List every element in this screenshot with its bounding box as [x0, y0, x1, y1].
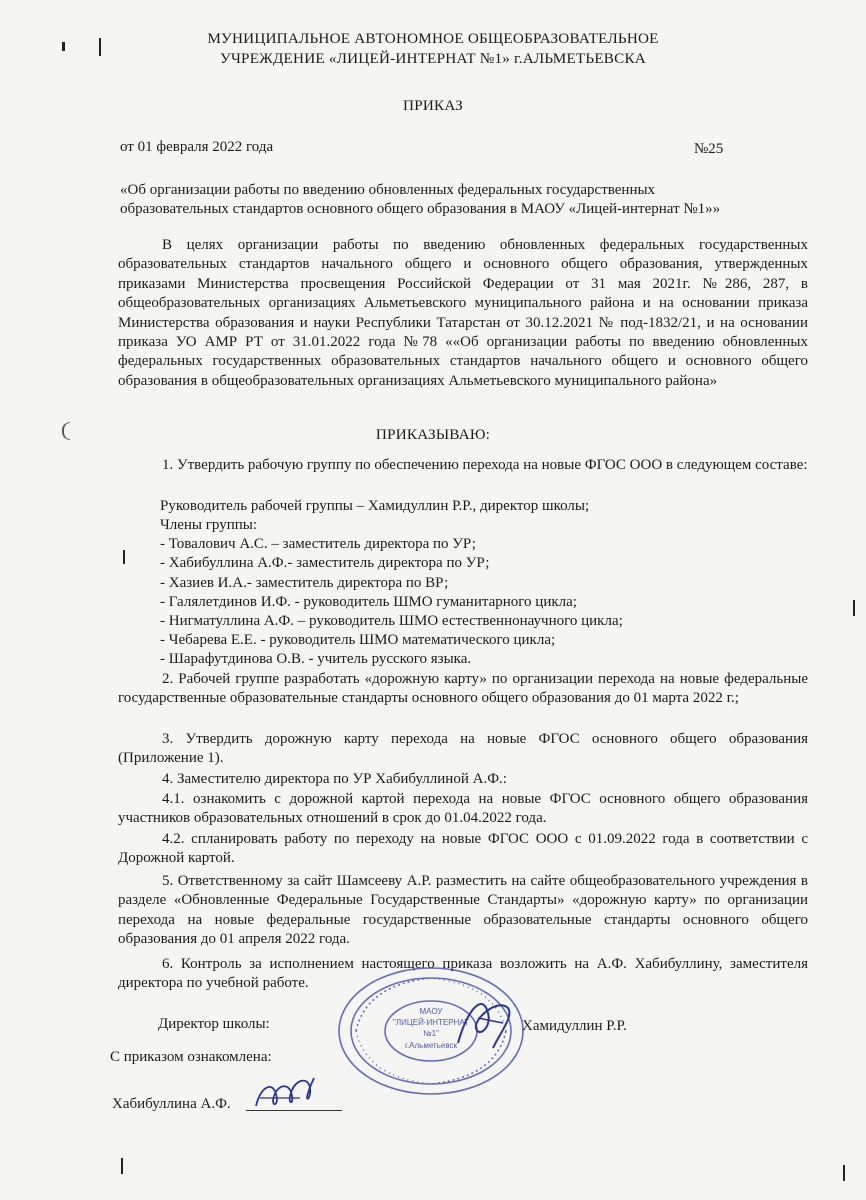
order-item-5: 5. Ответственному за сайт Шамсееву А.Р. разместить на сайте общеобразовательного учреждения в разделе «Обновленные Федеральные Государственные Стандарты» «дорожную карту» по организации перехода на новые федеральные государственные образовательные стандарты основного общего образования до 01 апреля 2022 года.: [118, 873, 808, 948]
doc-number: №25: [694, 141, 724, 157]
org-name-line1: МУНИЦИПАЛЬНОЕ АВТОНОМНОЕ ОБЩЕОБРАЗОВАТЕЛЬНОЕ: [207, 30, 659, 47]
order-item-4-2: 4.2. спланировать работу по переходу на новые ФГОС ООО с 01.09.2022 года в соответствии с Дорожной картой.: [118, 831, 808, 867]
group-member: - Нигматуллина А.Ф. – руководитель ШМО естественнонаучного цикла;: [160, 613, 623, 629]
group-member: - Галялетдинов И.Ф. - руководитель ШМО гуманитарного цикла;: [160, 594, 577, 610]
doc-subject-line1: «Об организации работы по введению обновленных федеральных государственных: [120, 182, 656, 198]
order-item-4-1: 4.1. ознакомить с дорожной картой перехода на новые ФГОС основного общего образования участников образовательных отношений в срок до 01.04.2022 года.: [118, 791, 808, 827]
doc-date: от 01 февраля 2022 года: [120, 139, 274, 155]
order-item-4: 4. Заместителю директора по УР Хабибуллиной А.Ф.:: [162, 771, 507, 787]
stamp-line2: "ЛИЦЕЙ-ИНТЕРНАТ: [393, 1018, 469, 1027]
doc-subject-line2: образовательных стандартов основного общего образования в МАОУ «Лицей-интернат №1»»: [120, 201, 721, 217]
scan-mark: [123, 550, 125, 564]
group-leader: Руководитель рабочей группы – Хамидуллин Р.Р., директор школы;: [160, 498, 590, 514]
acquainted-label: С приказом ознакомлена:: [110, 1049, 272, 1065]
scan-mark: [121, 1158, 123, 1174]
group-member: - Хазиев И.А.- заместитель директора по ВР;: [160, 575, 449, 591]
order-heading: ПРИКАЗЫВАЮ:: [375, 426, 491, 443]
order-item-1: 1. Утвердить рабочую группу по обеспечению перехода на новые ФГОС ООО в следующем составе:: [162, 457, 808, 473]
director-signature: [448, 988, 518, 1058]
scan-mark: [853, 600, 855, 616]
stamp-line4: г.Альметьевск: [405, 1041, 457, 1050]
group-members-label: Члены группы:: [160, 517, 258, 533]
signature-position: Директор школы:: [158, 1016, 270, 1032]
org-name-line2: УЧРЕЖДЕНИЕ «ЛИЦЕЙ-ИНТЕРНАТ №1» г.АЛЬМЕТЬЕВСКА: [220, 50, 646, 67]
acquainted-name: Хабибуллина А.Ф.: [112, 1096, 231, 1112]
group-member: - Товалович А.С. – заместитель директора по УР;: [160, 536, 476, 552]
order-item-6: 6. Контроль за исполнением настоящего приказа возложить на А.Ф. Хабибуллину, заместителя директора по учебной работе.: [118, 956, 808, 992]
acquainted-signature: [250, 1068, 330, 1118]
signature-name: Хамидуллин Р.Р.: [522, 1018, 627, 1034]
stamp-line3: №1": [423, 1029, 439, 1038]
stamp-line1: МАОУ: [419, 1007, 443, 1016]
doc-type-title: ПРИКАЗ: [403, 97, 463, 114]
group-member: - Шарафутдинова О.В. - учитель русского языка.: [160, 651, 472, 667]
scan-mark: [843, 1165, 845, 1181]
preamble-paragraph: В целях организации работы по введению обновленных федеральных государственных образовательных стандартов начального общего и основного общего образования, утвержденных приказами Министерства просвещения Российской Федерации от 31 мая 2021г. №286, 287, в общеобразовательных организациях Альметьевского муниципального района и на основании приказа Министерства образования и науки Республики Татарстан от 30.12.2021 № под-1832/21, и на основании приказа УО АМР РТ от 31.01.2022 года №78 ««Об организации работы по введению обновленных федеральных государственных образовательных стандартов начального общего и основного общего образования в общеобразовательных организациях Альметьевского муниципального района»: [118, 237, 808, 389]
order-item-3: 3. Утвердить дорожную карту перехода на новые ФГОС основного общего образования (Приложение 1).: [118, 731, 808, 767]
group-member: - Чебарева Е.Е. - руководитель ШМО математического цикла;: [160, 632, 556, 648]
group-member: - Хабибуллина А.Ф.- заместитель директора по УР;: [160, 555, 490, 571]
order-item-2: 2. Рабочей группе разработать «дорожную карту» по организации перехода на новые федеральные государственные образовательные стандарты основного общего образования до 01 марта 2022 г.;: [118, 671, 808, 707]
